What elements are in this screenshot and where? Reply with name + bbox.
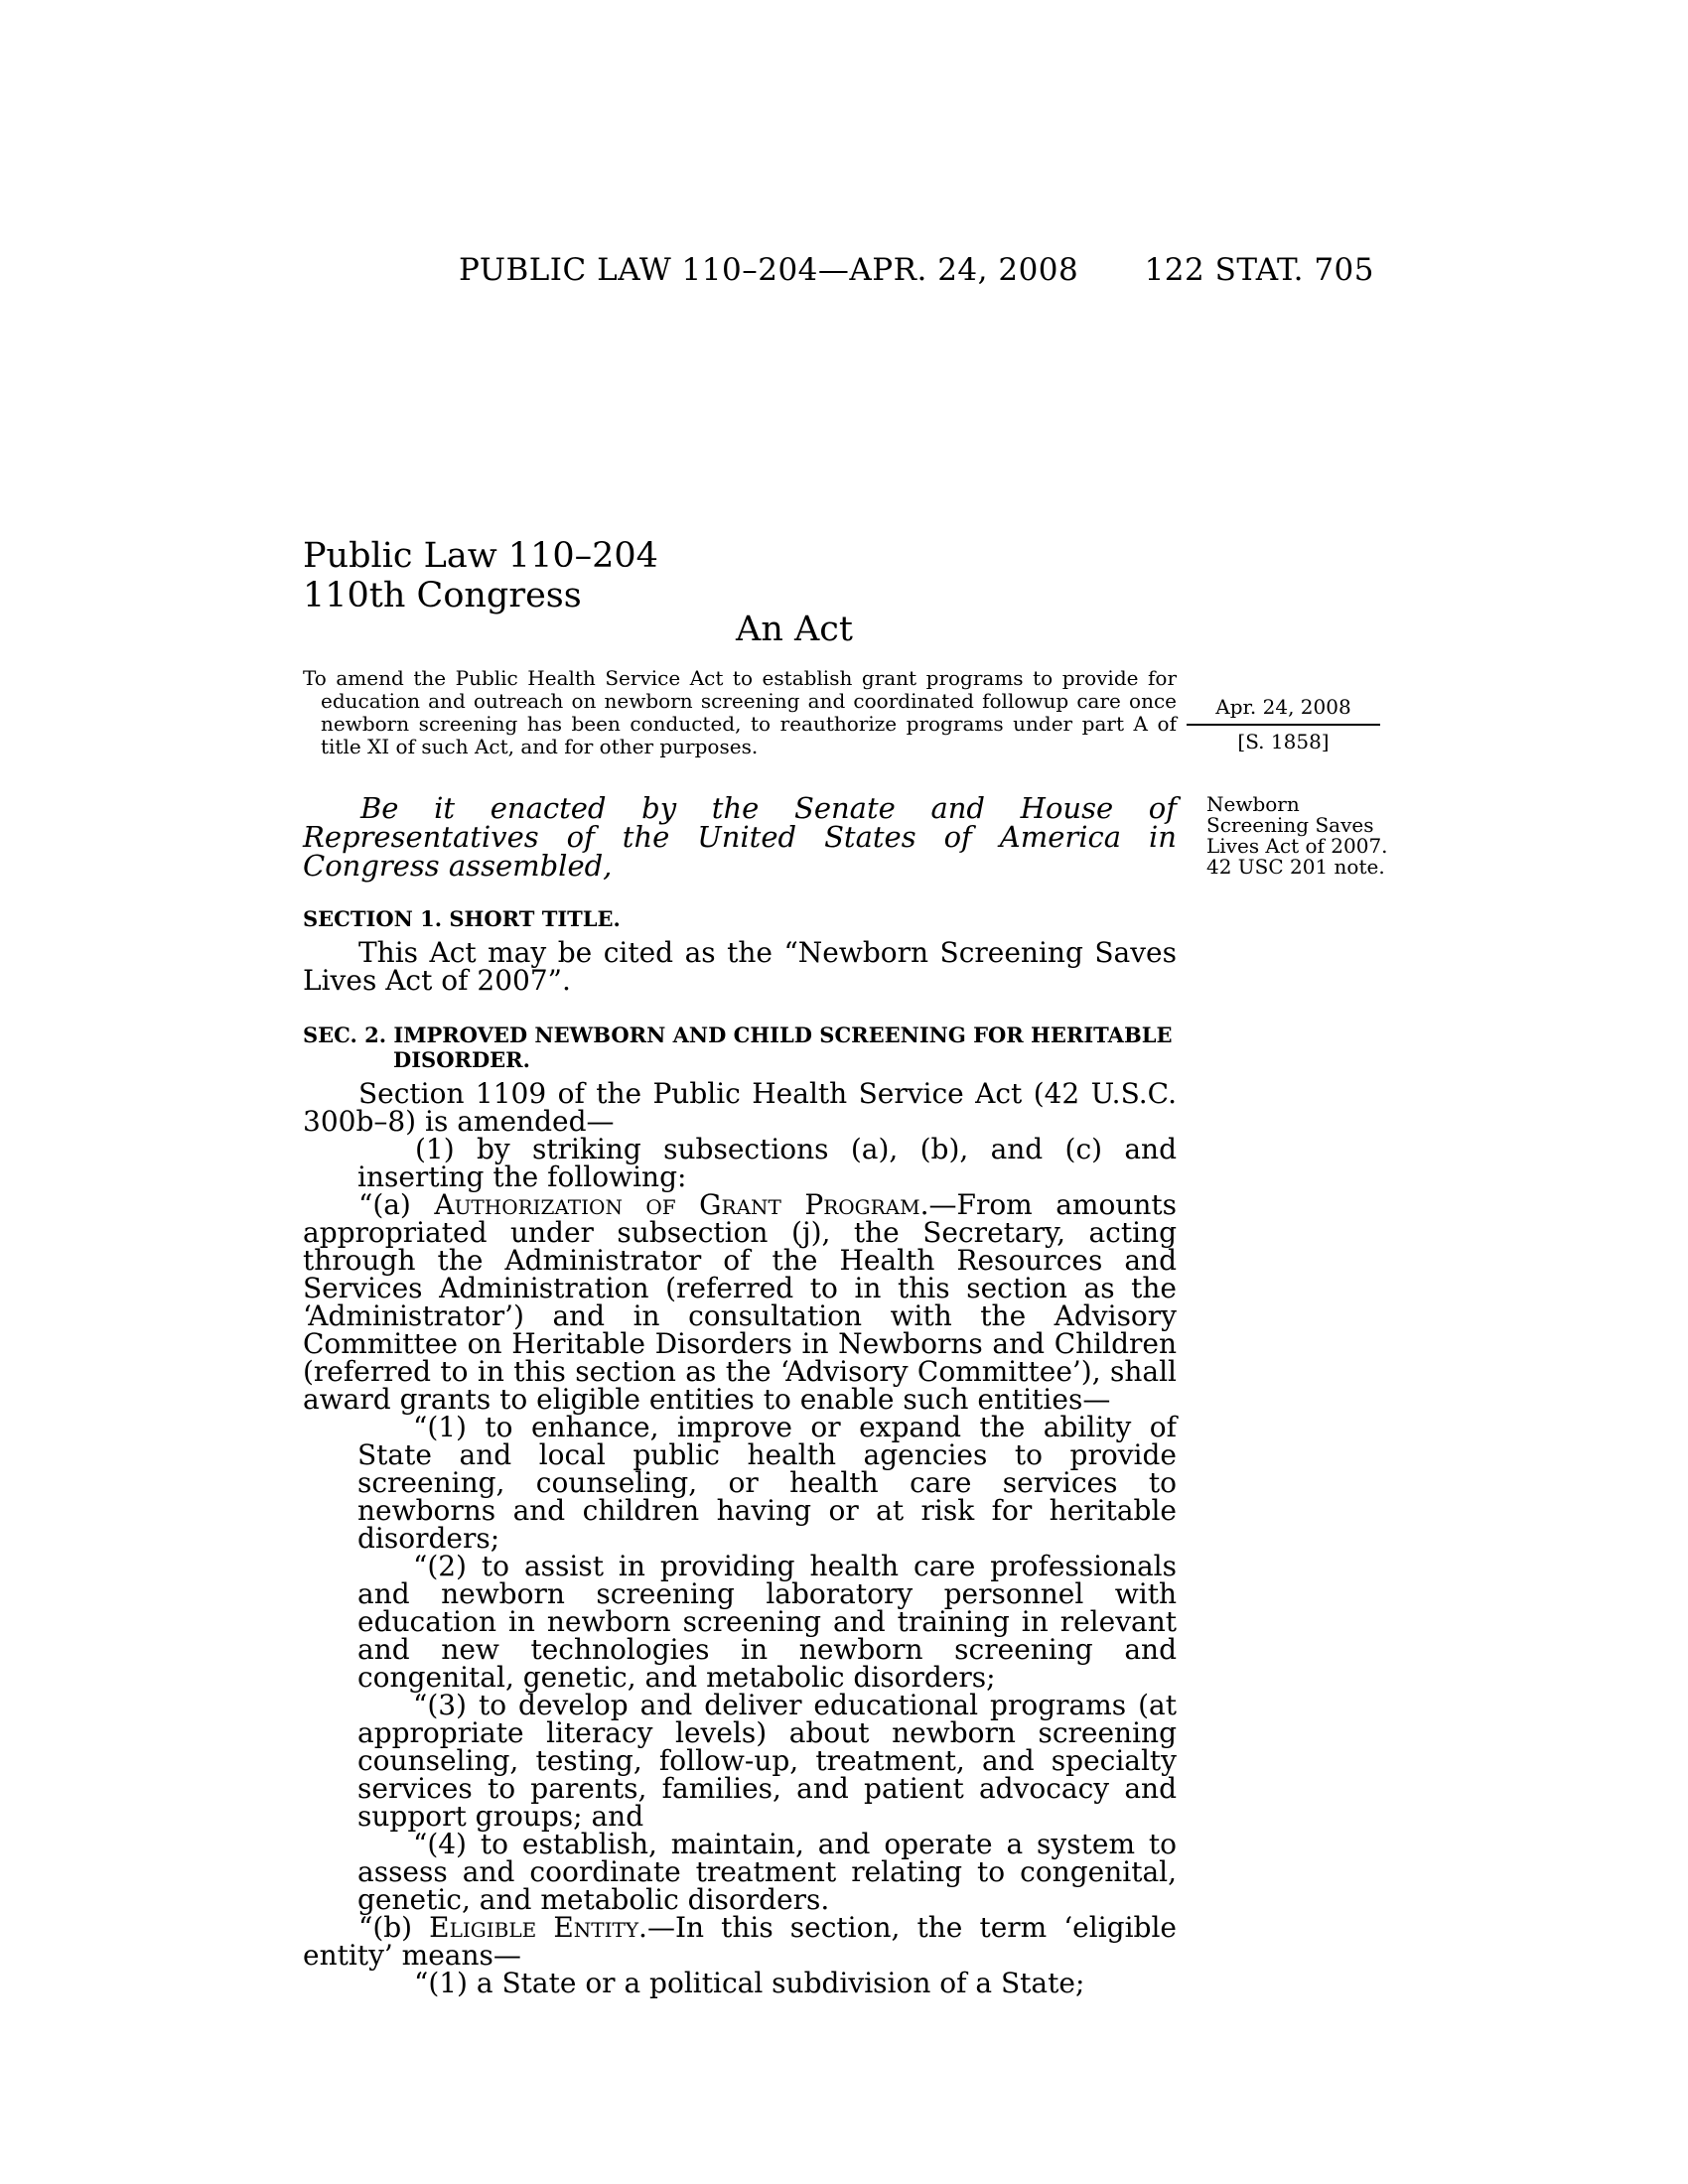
running-head: PUBLIC LAW 110–204—APR. 24, 2008 [459, 252, 1079, 288]
act-heading: An Act [736, 610, 853, 649]
margin-note-line: Screening Saves [1206, 813, 1374, 837]
short-title-margin-note [1206, 794, 1395, 878]
law-number: Public Law 110–204 [303, 536, 658, 576]
subsection-a [303, 1188, 1178, 1416]
date-note [1187, 696, 1380, 752]
approval-date: Apr. 24, 2008 [1215, 695, 1351, 719]
subsection-a-heading: Authorization of Grant Program. [434, 1188, 929, 1221]
margin-note-line: Lives Act of 2007. [1206, 834, 1388, 858]
subsection-a-open: “(a) [358, 1188, 435, 1221]
subsection-a-item-2: “(2) to assist in providing health care professionals and newborn screening laboratory personnel with education in newborn screening and training in relevant and new technologies in newborn screening and congenital, genetic, and metabolic disorders; [357, 1550, 1177, 1694]
bill-number: [S. 1858] [1237, 730, 1330, 753]
margin-note-line: Newborn [1206, 792, 1300, 816]
paragraph-1: (1) by striking subsections (a), (b), and (c) and inserting the following: [357, 1133, 1177, 1193]
long-title: To amend the Public Health Service Act to establish grant programs to provide for education and outreach on newborn screening and coordinated followup care once newborn screening has been conducted, to reauthorize programs under part A of title XI of such Act, and for other purposes. [303, 666, 1177, 758]
subsection-a-item-1: “(1) to enhance, improve or expand the ability of State and local public health agencies to provide screening, counseling, or health care services to newborns and children having or at risk for heritable disorders; [357, 1411, 1177, 1555]
section-2-intro: Section 1109 of the Public Health Service Act (42 U.S.C. 300b–8) is amended— [303, 1077, 1177, 1138]
subsection-a-item-3: “(3) to develop and deliver educational programs (at appropriate literacy levels) about newborn screening counseling, testing, follow-up, treatment, and specialty services to parents, families, and patient advocacy and support groups; and [357, 1689, 1177, 1833]
subsection-b-text: —In this section, the term ‘eligible entity’ means— [303, 1911, 1177, 1972]
subsection-a-text: —From amounts appropriated under subsection (j), the Secretary, acting through the Administrator of the Health Resources and Services Administration (referred to in this section as the ‘Administrator’) and in consultation with the Advisory Committee on Heritable Disorders in Newborns and Children (referred to in this section as the ‘Advisory Committee’), shall award grants to eligible entities to enable such entities— [303, 1188, 1178, 1416]
subsection-b [303, 1911, 1177, 1972]
law-body [303, 667, 1177, 1997]
section-1-heading: SECTION 1. SHORT TITLE. [303, 906, 621, 931]
enacting-clause: Be it enacted by the Senate and House of Representatives of the United States of America in Congress assembled, [303, 791, 1177, 883]
date-rule [1187, 724, 1380, 726]
subsection-b-item-1: “(1) a State or a political subdivision of a State; [414, 1967, 1085, 1999]
subsection-a-item-4: “(4) to establish, maintain, and operate a system to assess and coordinate treatment relating to congenital, genetic, and metabolic disorders. [357, 1828, 1177, 1916]
section-2-heading: SEC. 2. IMPROVED NEWBORN AND CHILD SCREENING FOR HERITABLE DISORDER. [303, 1023, 1173, 1072]
subsection-b-heading: Eligible Entity. [429, 1911, 647, 1944]
law-title [303, 536, 658, 615]
page-number: 122 STAT. 705 [1144, 252, 1374, 288]
congress-number: 110th Congress [303, 576, 582, 615]
section-1-text: This Act may be cited as the “Newborn Screening Saves Lives Act of 2007”. [303, 936, 1177, 997]
subsection-b-open: “(b) [358, 1911, 430, 1944]
margin-note-line: 42 USC 201 note. [1206, 855, 1385, 879]
